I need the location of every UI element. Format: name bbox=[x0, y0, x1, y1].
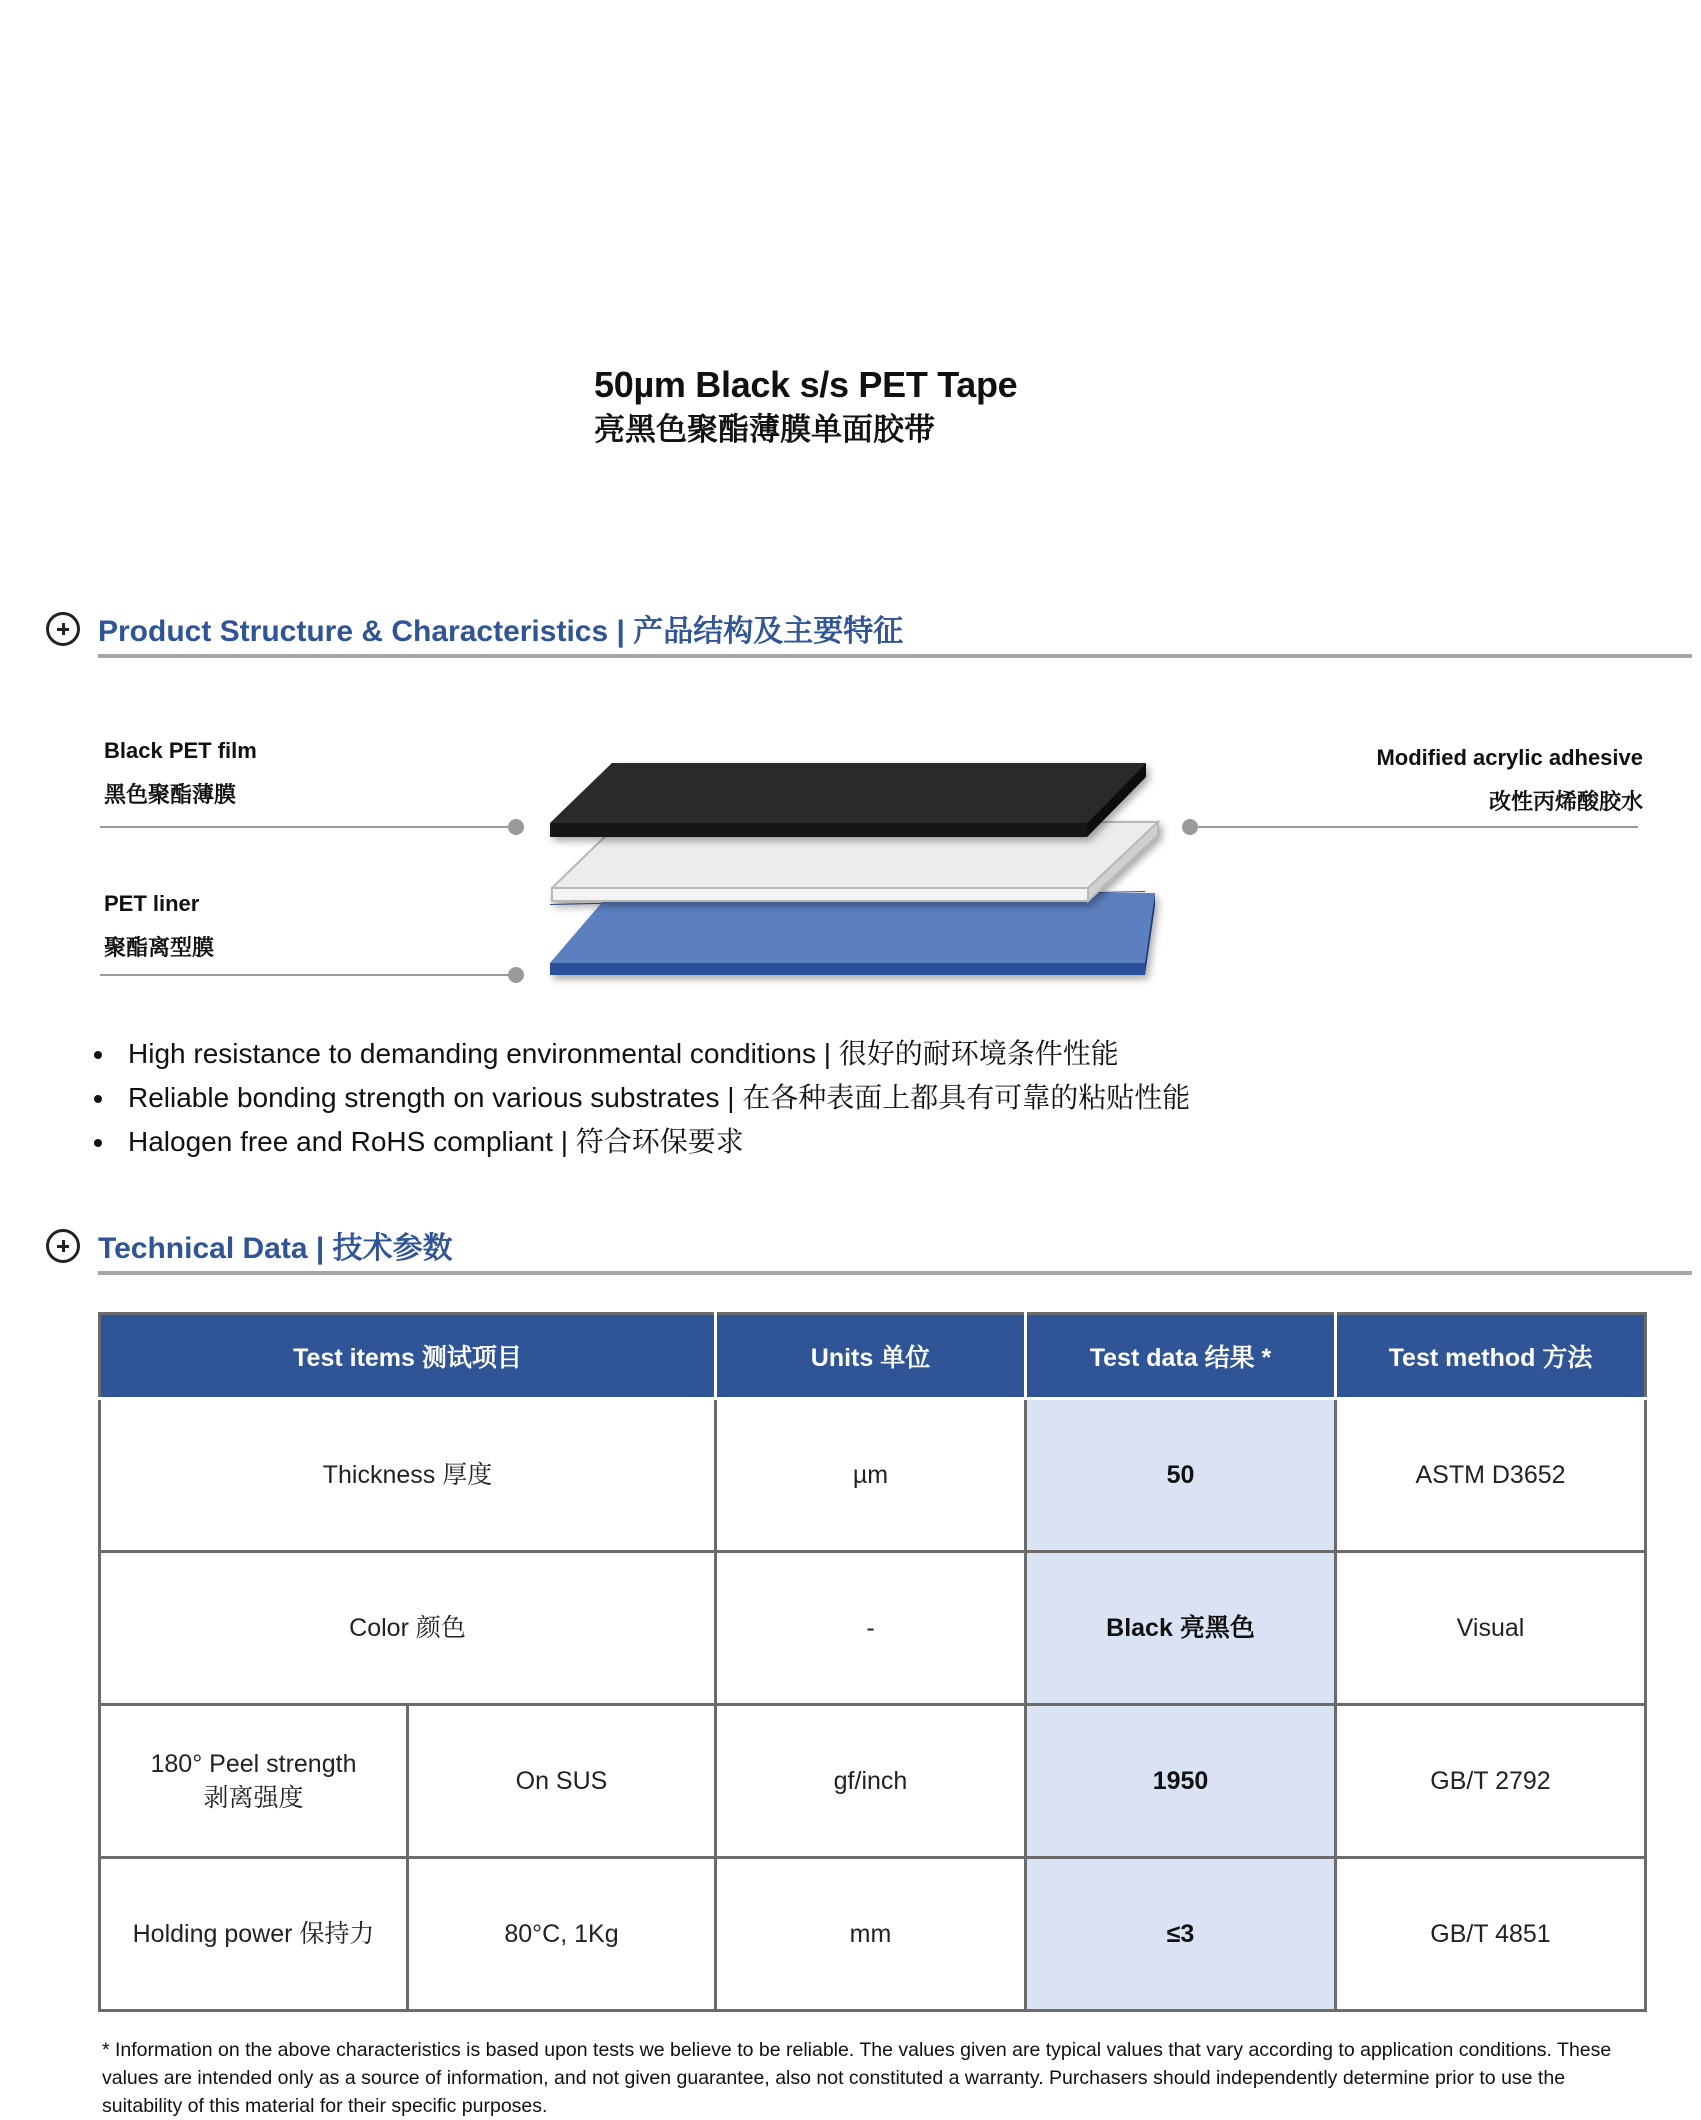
document-title bbox=[594, 362, 1017, 452]
cell-condition: On SUS bbox=[408, 1705, 716, 1858]
layer-pet-liner bbox=[550, 891, 1155, 975]
characteristics-list bbox=[94, 1032, 1190, 1164]
header-test-items: Test items 测试项目 bbox=[100, 1314, 716, 1399]
cell-condition: 80°C, 1Kg bbox=[408, 1858, 716, 2011]
layer-black-pet-film bbox=[550, 763, 1146, 837]
cell-method: ASTM D3652 bbox=[1336, 1399, 1646, 1552]
cell-item: Holding power 保持力 bbox=[100, 1858, 408, 2011]
header-test-method: Test method 方法 bbox=[1336, 1314, 1646, 1399]
cell-data: ≤3 bbox=[1026, 1858, 1336, 2011]
table-row bbox=[100, 1858, 1646, 2011]
header-test-data: Test data 结果 * bbox=[1026, 1314, 1336, 1399]
leader-dot-adhesive bbox=[1182, 819, 1198, 835]
cell-data: Black 亮黑色 bbox=[1026, 1552, 1336, 1705]
list-item: High resistance to demanding environmental conditions | 很好的耐环境条件性能 bbox=[94, 1032, 1190, 1076]
leader-dot-liner bbox=[508, 967, 524, 983]
plus-circle-icon bbox=[46, 612, 80, 646]
title-english: 50µm Black s/s PET Tape bbox=[594, 364, 1018, 405]
plus-circle-icon bbox=[46, 1229, 80, 1263]
table-row bbox=[100, 1399, 1646, 1552]
label-pet-liner: PET liner 聚酯离型膜 bbox=[104, 891, 215, 960]
cell-units: - bbox=[716, 1552, 1026, 1705]
section-title-technical: Technical Data | 技术参数 bbox=[98, 1232, 453, 1265]
title-chinese: 亮黑色聚酯薄膜单面胶带 bbox=[594, 412, 935, 447]
cell-item: Thickness 厚度 bbox=[100, 1399, 716, 1552]
cell-item: 180° Peel strength 剥离强度 bbox=[100, 1705, 408, 1858]
cell-units: mm bbox=[716, 1858, 1026, 2011]
cell-method: GB/T 4851 bbox=[1336, 1858, 1646, 2011]
table-header-row bbox=[100, 1314, 1646, 1399]
section-divider bbox=[98, 1271, 1692, 1275]
layer-stack-illustration bbox=[540, 755, 1180, 990]
header-units: Units 单位 bbox=[716, 1314, 1026, 1399]
label-black-pet-film: Black PET film 黑色聚酯薄膜 bbox=[104, 738, 257, 807]
cell-item: Color 颜色 bbox=[100, 1552, 716, 1705]
technical-data-table bbox=[98, 1312, 1647, 2012]
cell-units: µm bbox=[716, 1399, 1026, 1552]
table-row bbox=[100, 1552, 1646, 1705]
cell-units: gf/inch bbox=[716, 1705, 1026, 1858]
section-divider bbox=[98, 654, 1692, 658]
section-heading-technical bbox=[46, 1221, 1646, 1271]
cell-data: 1950 bbox=[1026, 1705, 1336, 1858]
list-item: Halogen free and RoHS compliant | 符合环保要求 bbox=[94, 1120, 1190, 1164]
leader-line-film bbox=[100, 826, 516, 828]
cell-data: 50 bbox=[1026, 1399, 1336, 1552]
disclaimer-footnote: * Information on the above characteristics is based upon tests we believe to be reliable. The values given are typical values that vary according to application conditions. These values are intended only as a source of information, and not given guarantee, also not constituted a warranty. Purchasers should independently determine prior to use the suitability of this material for their specific purposes. bbox=[102, 2039, 1612, 2117]
list-item: Reliable bonding strength on various substrates | 在各种表面上都具有可靠的粘贴性能 bbox=[94, 1076, 1190, 1120]
cell-method: GB/T 2792 bbox=[1336, 1705, 1646, 1858]
label-modified-acrylic-adhesive: Modified acrylic adhesive 改性丙烯酸胶水 bbox=[1376, 745, 1643, 814]
table-row bbox=[100, 1705, 1646, 1858]
section-heading-structure bbox=[46, 604, 1646, 654]
leader-dot-film bbox=[508, 819, 524, 835]
leader-line-liner bbox=[100, 974, 516, 976]
leader-line-adhesive bbox=[1196, 826, 1638, 828]
cell-method: Visual bbox=[1336, 1552, 1646, 1705]
section-title-structure: Product Structure & Characteristics | 产品结构及主要特征 bbox=[98, 615, 904, 648]
